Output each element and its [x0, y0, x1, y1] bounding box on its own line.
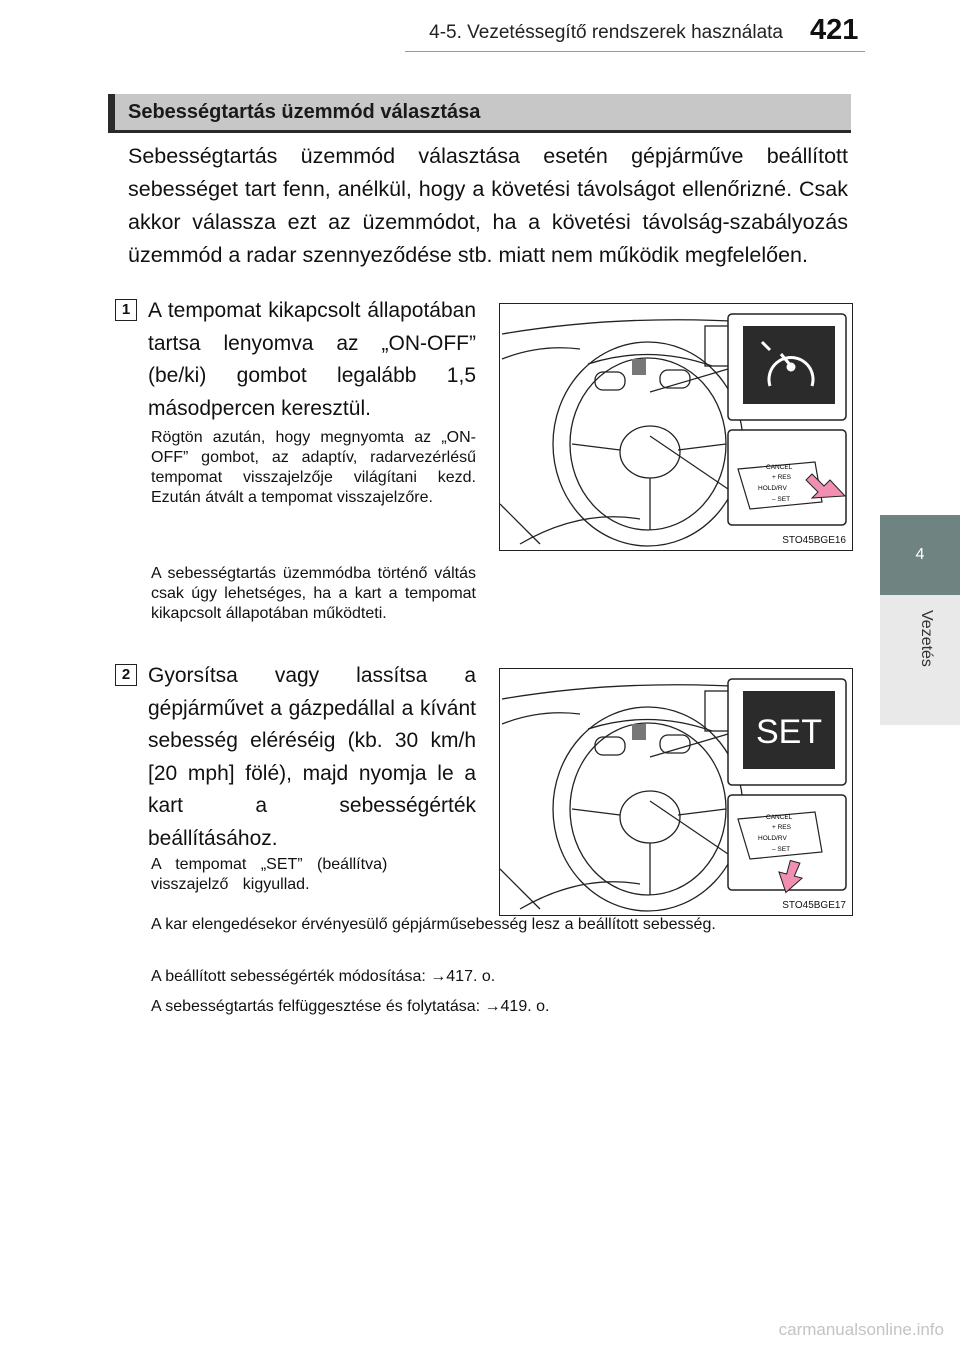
- step-number-box: 1: [115, 299, 137, 321]
- watermark-text: carmanualsonline.info: [778, 1320, 944, 1339]
- step-1-note-1: Rögtön azután, hogy megnyomta az „ON-OFF” gombot, az adaptív, radarvezérlésű tempomat visszajelzője világítani kezd. Ezután átvált a tempomat visszajelzőre.: [151, 429, 476, 506]
- lever-label: CANCEL: [766, 814, 793, 821]
- set-indicator-text: SET: [755, 713, 823, 751]
- footer-note-1: A kar elengedésekor érvényesülő gépjárműsebesség lesz a beállított sebesség.: [151, 916, 716, 933]
- step-1-text: A tempomat kikapcsolt állapotában tartsa lenyomva az „ON-OFF” (be/ki) gombot legalább 1,5 másodpercen keresztül.: [148, 299, 476, 420]
- lever-label: + RES: [772, 824, 791, 831]
- lever-label: – SET: [772, 846, 791, 853]
- header-divider: [405, 51, 865, 52]
- running-header: 4-5. Vezetéssegítő rendszerek használata: [429, 22, 783, 43]
- intro-paragraph: Sebességtartás üzemmód választása esetén gépjárműve beállított sebességet tart fenn, anélkül, hogy a követési távolságot ellenőrizné. Csak akkor válassza ezt az üzemmódot, ha a követési távolság-szabályozás üzemmód a radar szennyeződése stb. miatt nem működik megfelelően.: [128, 144, 848, 267]
- lever-label: HOLD/RV: [758, 835, 787, 842]
- page-number: 421: [810, 14, 859, 46]
- lever-label: – SET: [772, 496, 791, 503]
- steering-wheel-illustration: [500, 304, 852, 550]
- footer-note-2: A beállított sebességérték módosítása: →417. o.: [151, 968, 496, 985]
- lever-label: CANCEL: [766, 464, 793, 471]
- figure-steering-set: [499, 668, 853, 916]
- chapter-number: 4: [915, 546, 925, 563]
- step-number-box: 2: [115, 664, 137, 686]
- figure-code: STO45BGE17: [782, 900, 846, 911]
- chapter-tab: [880, 515, 960, 595]
- step-1-note-2: A sebességtartás üzemmódba történő váltás csak úgy lehetséges, ha a kart a tempomat kikapcsolt állapotában működteti.: [151, 565, 476, 622]
- step-2-note-1: A tempomat „SET” (beállítva) visszajelző kigyullad.: [151, 856, 388, 893]
- figure-steering-on-off: [499, 303, 853, 551]
- step-2-text: Gyorsítsa vagy lassítsa a gépjárművet a gázpedállal a kívánt sebesség eléréséig (kb. 30 km/h [20 mph] fölé), majd nyomja le a kart a sebességérték beállításához.: [148, 664, 476, 850]
- chapter-label: Vezetés: [918, 610, 935, 667]
- steering-wheel-illustration: [500, 669, 852, 915]
- lever-label: HOLD/RV: [758, 485, 787, 492]
- footer-note-3: A sebességtartás felfüggesztése és folytatása: →419. o.: [151, 998, 550, 1015]
- figure-code: STO45BGE16: [782, 535, 846, 546]
- section-heading-accent: [108, 94, 115, 130]
- section-heading-bar: [108, 94, 851, 133]
- lever-label: + RES: [772, 474, 791, 481]
- section-title: Sebességtartás üzemmód választása: [128, 101, 481, 123]
